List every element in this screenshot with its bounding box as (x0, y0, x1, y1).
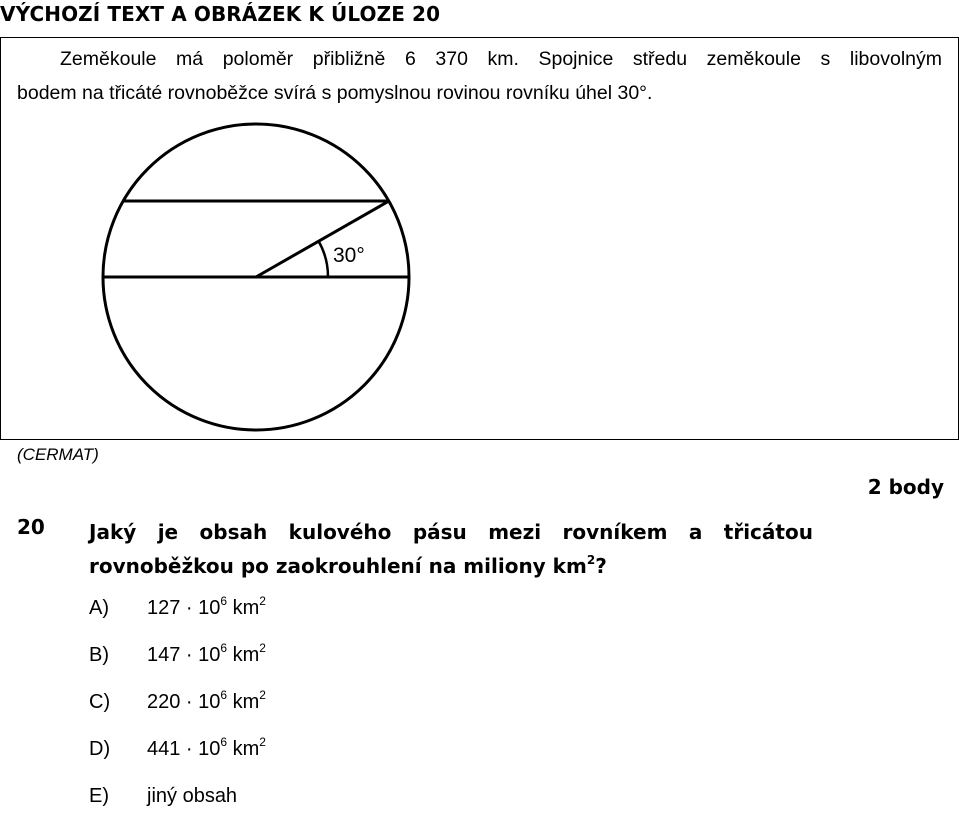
question-word: mezi (488, 520, 542, 544)
option-value (147, 735, 266, 761)
angle-arc (319, 241, 329, 277)
option-unit: km (227, 644, 260, 666)
question-line-2-end: ? (595, 554, 607, 578)
option-b (89, 641, 389, 672)
option-unit-exponent: 2 (259, 641, 266, 655)
question-word: je (157, 520, 179, 544)
question-word: třicátou (723, 520, 813, 544)
option-c (89, 688, 389, 719)
option-unit: km (227, 738, 260, 760)
question-line-1 (89, 515, 813, 549)
question-word: rovníkem (562, 520, 668, 544)
option-exponent: 6 (220, 594, 228, 608)
option-value (147, 594, 266, 620)
option-coefficient: 220 · 10 (147, 691, 221, 713)
question-word: pásu (412, 520, 467, 544)
option-letter: B) (89, 644, 109, 666)
source-label: (CERMAT) (17, 445, 99, 464)
question-line-2-sup: 2 (586, 553, 596, 567)
question-line-2-text: rovnoběžkou po zaokrouhlení na miliony km (89, 554, 587, 578)
question-word: a (688, 520, 703, 544)
option-unit: km (227, 597, 260, 619)
question-line-2 (89, 549, 813, 583)
option-a (89, 594, 389, 625)
question-text (89, 515, 813, 583)
option-unit-exponent: 2 (259, 735, 266, 749)
radius-line (256, 201, 389, 277)
option-value: jiný obsah (147, 785, 238, 807)
section-heading: VÝCHOZÍ TEXT A OBRÁZEK K ÚLOZE 20 (0, 2, 441, 26)
option-coefficient: 441 · 10 (147, 738, 221, 760)
points-label: 2 body (867, 475, 944, 499)
option-letter: A) (89, 597, 109, 619)
option-e (89, 785, 389, 813)
intro-line-1: Zeměkoule má poloměr přibližně 6 370 km. Spojnice středu zeměkoule s libovolným (60, 48, 942, 70)
option-exponent: 6 (220, 735, 228, 749)
angle-label: 30° (333, 244, 365, 267)
option-coefficient: 127 · 10 (147, 597, 221, 619)
option-d (89, 735, 389, 766)
intro-line-2: bodem na třicáté rovnoběžce svírá s pomyslnou rovinou rovníku úhel 30°. (17, 82, 653, 104)
option-unit-exponent: 2 (259, 594, 266, 608)
option-exponent: 6 (220, 688, 228, 702)
option-letter: E) (89, 785, 109, 807)
option-letter: D) (89, 738, 111, 760)
option-letter: C) (89, 691, 111, 713)
option-value (147, 688, 266, 714)
question-word: kulového (288, 520, 392, 544)
question-word: Jaký (89, 520, 137, 544)
option-coefficient: 147 · 10 (147, 644, 221, 666)
question-word: obsah (199, 520, 268, 544)
question-number: 20 (17, 515, 45, 539)
option-exponent: 6 (220, 641, 228, 655)
option-unit-exponent: 2 (259, 688, 266, 702)
option-value (147, 641, 266, 667)
option-unit: km (227, 691, 260, 713)
